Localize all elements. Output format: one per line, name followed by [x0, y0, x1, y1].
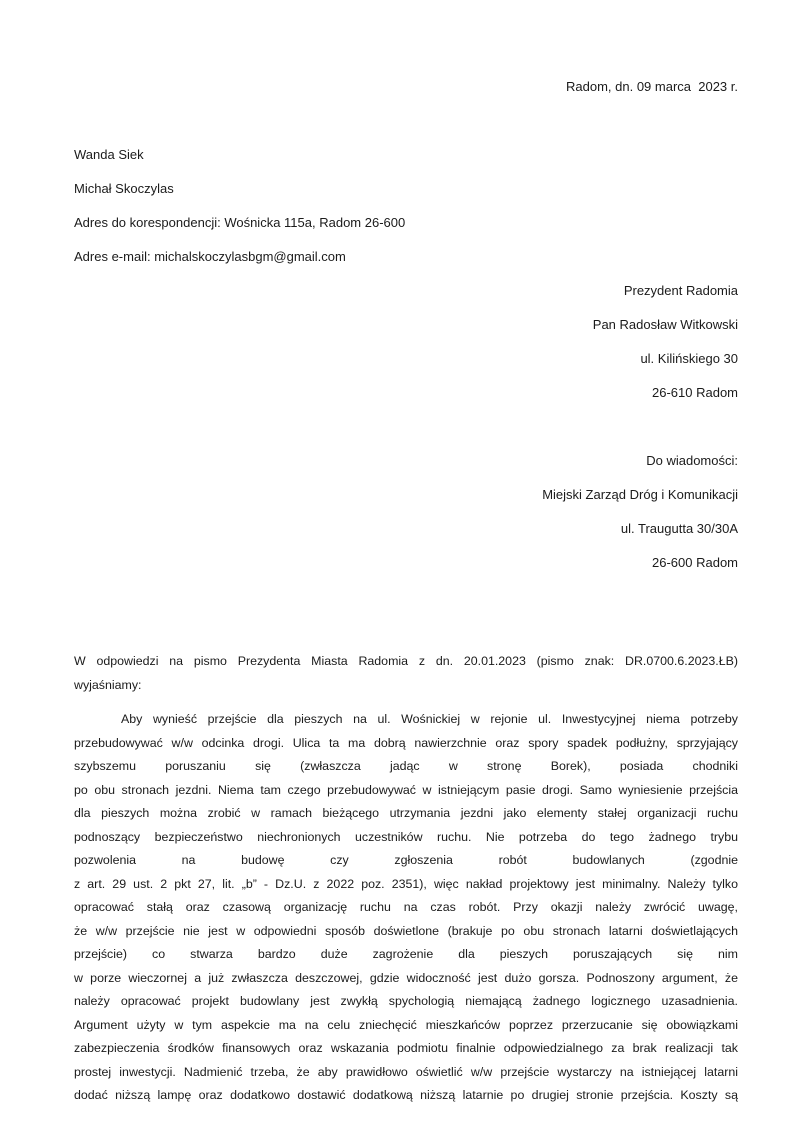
body-line: należy opracować projekt budowlany jest zwykłą spychologią niemającą żadnego logicznego uzasadnienia. — [74, 994, 738, 1008]
cc-line: 26-600 Radom — [652, 555, 738, 570]
cc-lines — [74, 478, 738, 580]
recipient-block — [74, 274, 738, 410]
cc-block — [74, 444, 738, 580]
body-line: podnoszący bezpieczeństwo niechronionych uczestników ruchu. Nie potrzeba do tego żadnego trybu — [74, 829, 738, 844]
body-line: dla pieszych można zrobić w ramach bieżącego utrzymania jezdni jako elementy stałej organizacji ruchu — [74, 806, 738, 820]
sender-line: Adres e-mail: michalskoczylasbgm@gmail.com — [74, 249, 346, 264]
intro-line-2: wyjaśniamy: — [74, 677, 142, 692]
body-line: przejście) co stwarza bardzo duże zagrożenie dla pieszych poruszających się nim — [74, 947, 738, 961]
body-line: w porze wieczornej a już zwłaszcza deszczowej, gdzie widoczność jest dużo gorsza. Podnoszony argument, że — [74, 970, 738, 985]
body-line: dodać niższą lampę oraz dodatkowo dostawić dodatkową niższą latarnie po drugiej stronie przejścia. Koszty są — [74, 1088, 738, 1102]
body-line: z art. 29 ust. 2 pkt 27, lit. „b” - Dz.U. z 2022 poz. 2351), więc nakład projektowy jest minimalny. Należy tylko — [74, 876, 738, 891]
body-line: że w/w przejście nie jest w odpowiedni sposób doświetlone (brakuje po obu stronach latarni doświetlających — [74, 923, 738, 938]
cc-line: Miejski Zarząd Dróg i Komunikacji — [542, 487, 738, 502]
body-paragraph — [74, 708, 738, 1108]
recipient-line: Pan Radosław Witkowski — [592, 317, 738, 332]
sender-line: Adres do korespondencji: Wośnicka 115a, Radom 26-600 — [74, 215, 406, 230]
intro-line-1: W odpowiedzi na pismo Prezydenta Miasta Radomia z dn. 20.01.2023 (pismo znak: DR.0700.6.2023.ŁB) — [74, 654, 738, 668]
body-line: prostej inwestycji. Nadmienić trzeba, że aby prawidłowo oświetlić w/w przejście wystarczy na istniejącej latarni — [74, 1064, 738, 1079]
cc-line: ul. Traugutta 30/30A — [620, 521, 738, 536]
intro-paragraph — [74, 650, 738, 697]
recipient-line: 26-610 Radom — [652, 385, 738, 400]
letter-date: Radom, dn. 09 marca 2023 r. — [566, 79, 738, 94]
cc-heading: Do wiadomości: — [646, 453, 738, 468]
sender-line: Michał Skoczylas — [74, 181, 174, 196]
recipient-line: Prezydent Radomia — [623, 283, 738, 298]
body-line: szybszemu poruszaniu się (zwłaszcza jadąc w stronę Borek), posiada chodniki — [74, 759, 738, 773]
date-block — [74, 70, 738, 104]
body-line: Argument użyty w tym aspekcie ma na celu zniechęcić mieszkańców poprzez przerzucanie się obowiązkami — [74, 1017, 738, 1032]
sender-line: Wanda Siek — [74, 147, 144, 162]
body-line: opracować stałą oraz czasową organizację ruchu na czas robót. Przy okazji należy zwrócić uwagę, — [74, 900, 738, 914]
body-line: przebudowywać w/w odcinka drogi. Ulica ta ma dobrą nawierzchnie oraz spory spadek podłużny, sprzyjający — [74, 735, 738, 750]
body-line: pozwolenia na budowę czy zgłoszenia robót budowlanych (zgodnie — [74, 853, 738, 867]
body-line: Aby wynieść przejście dla pieszych na ul. Wośnickiej w rejonie ul. Inwestycyjnej niema potrzeby — [121, 712, 738, 726]
body-line: po obu stronach jezdni. Niema tam czego przebudowywać w istniejącym pasie drogi. Samo wyniesienie przejścia — [74, 782, 738, 797]
body-line: zabezpieczenia środków finansowych oraz wskazania podmiotu finalnie odpowiedzialnego za brak realizacji tak — [74, 1041, 738, 1055]
recipient-line: ul. Kilińskiego 30 — [640, 351, 738, 366]
sender-block — [74, 138, 738, 274]
